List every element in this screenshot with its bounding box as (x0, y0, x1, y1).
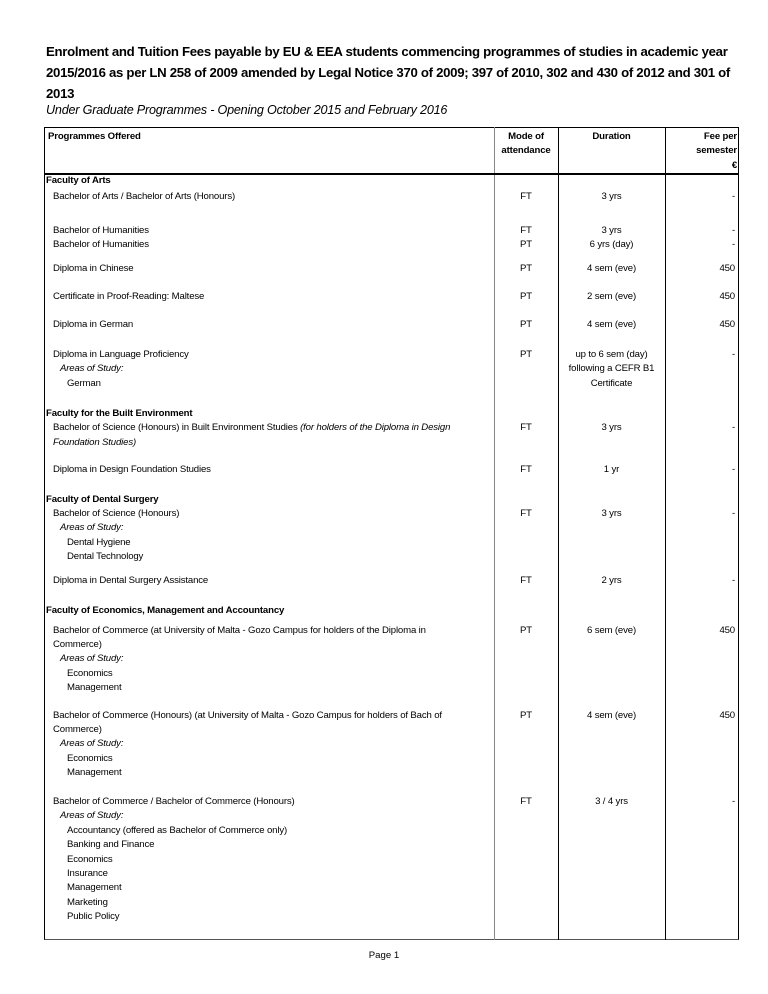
duration-cell: up to 6 sem (day) following a CEFR B1 Certificate (568, 349, 655, 389)
programme-name: Diploma in Language Proficiency (53, 349, 189, 360)
programme-name: Certificate in Proof-Reading: Maltese (53, 291, 205, 302)
area-of-study: Management (67, 882, 122, 893)
duration-cell: 3 yrs (601, 225, 622, 236)
fee-cell: - (731, 464, 735, 475)
programme-name: Bachelor of Commerce / Bachelor of Commerce (Honours) (53, 796, 295, 807)
programme-name: Bachelor of Arts / Bachelor of Arts (Honours) (53, 191, 236, 202)
programme-name: Bachelor of Humanities (53, 225, 149, 236)
programme-name: Diploma in Design Foundation Studies (53, 464, 211, 475)
area-of-study: Dental Technology (67, 551, 144, 562)
duration-cell: 3 yrs (601, 508, 622, 519)
area-of-study: Dental Hygiene (67, 537, 131, 548)
duration-cell: 4 sem (eve) (587, 710, 636, 721)
area-of-study: Accountancy (offered as Bachelor of Commerce only) (67, 825, 288, 836)
fee-cell: 450 (719, 319, 735, 330)
duration-cell: 3 yrs (601, 422, 622, 433)
area-of-study: Economics (67, 854, 113, 865)
duration-cell: 6 sem (eve) (587, 625, 636, 636)
area-of-study: Insurance (67, 868, 108, 879)
areas-label: Areas of Study: (60, 810, 124, 821)
area-of-study: Marketing (67, 897, 108, 908)
programme-name: Diploma in Chinese (53, 263, 134, 274)
fee-cell: 450 (719, 710, 735, 721)
mode-cell: FT (520, 191, 532, 202)
programme-note: Foundation Studies) (53, 437, 137, 448)
header-duration: Duration (592, 131, 631, 142)
fee-cell: 450 (719, 625, 735, 636)
fee-cell: 450 (719, 291, 735, 302)
fee-cell: - (731, 239, 735, 250)
header-mode: Mode of attendance (501, 131, 551, 157)
programme-name: Diploma in German (53, 319, 134, 330)
fee-cell: - (731, 225, 735, 236)
duration-cell: 4 sem (eve) (587, 263, 636, 274)
fee-cell: - (731, 191, 735, 202)
fee-cell: - (731, 349, 735, 360)
area-of-study: Management (67, 682, 122, 693)
area-of-study: Economics (67, 668, 113, 679)
area-of-study: Management (67, 767, 122, 778)
mode-cell: FT (520, 422, 532, 433)
mode-cell: PT (520, 625, 532, 636)
area-of-study: German (67, 378, 101, 389)
mode-cell: FT (520, 508, 532, 519)
mode-cell: FT (520, 575, 532, 586)
programme-name: Bachelor of Science (Honours) in Built Environment Studies (for holders of the Diploma in Design (53, 422, 451, 433)
faculty-heading: Faculty for the Built Environment (46, 408, 193, 419)
mode-cell: PT (520, 349, 532, 360)
title-line: 2015/2016 as per LN 258 of 2009 amended by Legal Notice 370 of 2009; 397 of 2010, 302 and 430 of 2012 and 301 of (46, 65, 731, 80)
title-line: Enrolment and Tuition Fees payable by EU & EEA students commencing programmes of studies in academic year (46, 44, 728, 59)
areas-label: Areas of Study: (60, 653, 124, 664)
header-programmes: Programmes Offered (48, 131, 141, 142)
mode-cell: PT (520, 319, 532, 330)
mode-cell: PT (520, 291, 532, 302)
fee-cell: 450 (719, 263, 735, 274)
programme-name-cont: Commerce) (53, 724, 102, 735)
duration-cell: 2 sem (eve) (587, 291, 636, 302)
areas-label: Areas of Study: (60, 522, 124, 533)
title-line: 2013 (46, 86, 75, 101)
duration-cell: 3 yrs (601, 191, 622, 202)
faculty-heading: Faculty of Dental Surgery (46, 494, 159, 505)
mode-cell: PT (520, 263, 532, 274)
mode-cell: FT (520, 796, 532, 807)
mode-cell: PT (520, 710, 532, 721)
programme-name: Diploma in Dental Surgery Assistance (53, 575, 209, 586)
duration-cell: 6 yrs (day) (589, 239, 634, 250)
programme-name: Bachelor of Commerce (Honours) (at University of Malta - Gozo Campus for holders of Bach of (53, 710, 442, 721)
programme-name: Bachelor of Commerce (at University of Malta - Gozo Campus for holders of the Diploma in (53, 625, 426, 636)
fee-cell: - (731, 422, 735, 433)
mode-cell: FT (520, 464, 532, 475)
area-of-study: Economics (67, 753, 113, 764)
duration-cell: 2 yrs (601, 575, 622, 586)
programme-name: Bachelor of Science (Honours) (53, 508, 180, 519)
page-number: Page 1 (368, 950, 400, 961)
faculty-heading: Faculty of Arts (46, 175, 111, 186)
document-title (46, 41, 746, 104)
areas-label: Areas of Study: (60, 363, 124, 374)
programme-name: Bachelor of Humanities (53, 239, 149, 250)
fee-cell: - (731, 508, 735, 519)
duration-cell: 4 sem (eve) (587, 319, 636, 330)
document-subtitle: Under Graduate Programmes - Opening October 2015 and February 2016 (46, 103, 448, 117)
duration-cell: 3 / 4 yrs (595, 796, 628, 807)
programme-name-cont: Commerce) (53, 639, 102, 650)
fee-cell: - (731, 575, 735, 586)
header-fee: Fee per semester € (696, 131, 737, 171)
duration-cell: 1 yr (603, 464, 620, 475)
faculty-heading: Faculty of Economics, Management and Accountancy (46, 605, 285, 616)
mode-cell: FT (520, 225, 532, 236)
area-of-study: Banking and Finance (67, 839, 155, 850)
mode-cell: PT (520, 239, 532, 250)
fee-cell: - (731, 796, 735, 807)
area-of-study: Public Policy (67, 911, 120, 922)
areas-label: Areas of Study: (60, 738, 124, 749)
header-divider (44, 173, 739, 175)
